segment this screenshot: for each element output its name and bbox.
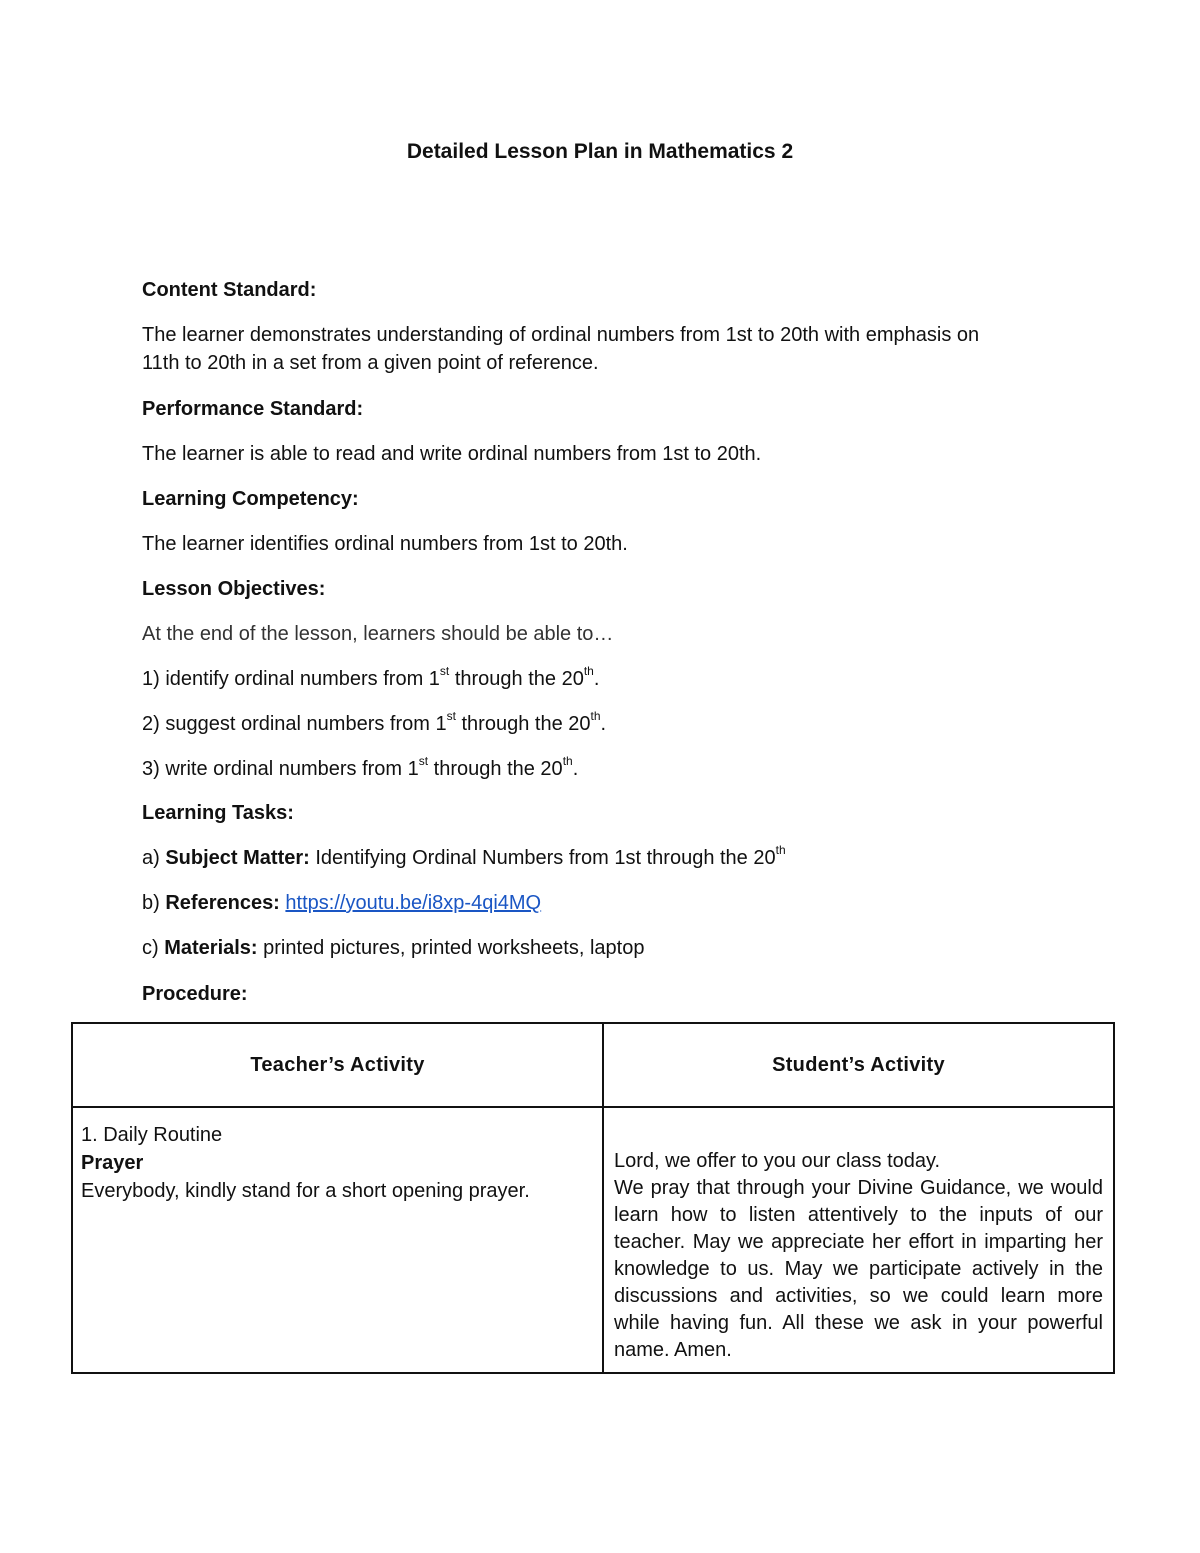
student-prayer-opening: Lord, we offer to you our class today. (614, 1150, 941, 1172)
performance-standard-text: The learner is able to read and write ordinal numbers from 1st to 20th. (142, 443, 762, 465)
content-standard-text: The learner demonstrates understanding of ordinal numbers from 1st to 20th with emphasis on 11th to 20th in a set from a given point of reference. (142, 324, 980, 374)
materials-line: c) Materials: printed pictures, printed worksheets, laptop (142, 937, 645, 959)
objective-item-1: 1) identify ordinal numbers from 1st through the 20th. (142, 664, 600, 690)
lesson-objectives-intro: At the end of the lesson, learners should be able to… (142, 623, 614, 645)
prayer-subheading: Prayer (81, 1152, 144, 1174)
daily-routine-label: 1. Daily Routine (81, 1124, 223, 1146)
objective-item-3: 3) write ordinal numbers from 1st through the 20th. (142, 754, 579, 780)
lesson-objectives-heading: Lesson Objectives: (142, 578, 326, 600)
teacher-activity-header: Teacher’s Activity (72, 1023, 603, 1107)
learning-competency-heading: Learning Competency: (142, 488, 359, 510)
subject-matter-line: a) Subject Matter: Identifying Ordinal Numbers from 1st through the 20th (142, 843, 786, 869)
student-activity-cell (603, 1107, 1114, 1373)
learning-tasks-heading: Learning Tasks: (142, 802, 294, 824)
table-row (72, 1107, 1114, 1373)
procedure-table (71, 1022, 1115, 1374)
procedure-heading: Procedure: (142, 983, 248, 1005)
objective-item-2: 2) suggest ordinal numbers from 1st through the 20th. (142, 709, 607, 735)
student-activity-header: Student’s Activity (603, 1023, 1114, 1107)
teacher-activity-cell (72, 1107, 603, 1373)
teacher-prayer-instruction: Everybody, kindly stand for a short opening prayer. (81, 1180, 530, 1202)
student-prayer-text: We pray that through your Divine Guidance, we would learn how to listen attentively to the inputs of our teacher. May we appreciate her effort in imparting her knowledge to us. May we participate actively in the discussions and activities, so we could learn more while having fun. All these we ask in your powerful name. Amen. (614, 1177, 1103, 1361)
content-standard-heading: Content Standard: (142, 279, 317, 301)
table-header-row (72, 1023, 1114, 1107)
page-title: Detailed Lesson Plan in Mathematics 2 (406, 140, 794, 163)
learning-competency-text: The learner identifies ordinal numbers from 1st to 20th. (142, 533, 628, 555)
performance-standard-heading: Performance Standard: (142, 398, 364, 420)
references-line: b) References: https://youtu.be/i8xp-4qi4MQ (142, 892, 542, 914)
reference-link[interactable]: https://youtu.be/i8xp-4qi4MQ (285, 892, 542, 914)
